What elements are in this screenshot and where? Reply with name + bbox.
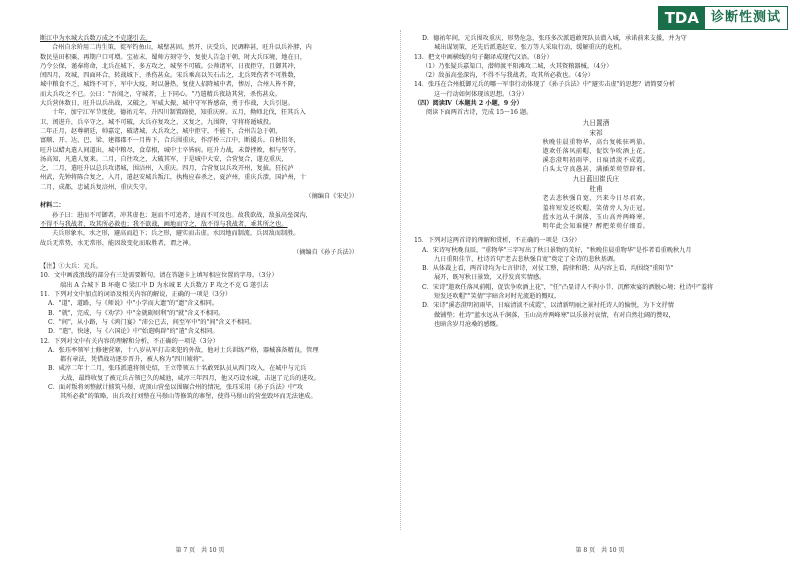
source-sunzi: （摘编自《孙子兵法》）: [293, 248, 358, 256]
material2-line: 孙子曰：进而不可御者，冲其虚也；退而不可追者，速而不可及也。故我欲战，敌虽高垒深沟，: [52, 211, 312, 219]
q12d-line: 城出谋划策，还先后派遣赵安、张万等人采取行动，缓解重庆的危机。: [434, 44, 626, 52]
footer-page-8: 第 8 页 共 10 页: [575, 547, 625, 554]
material1-line: 数民垦田积粟，再期户口可增。宝祐末，蜀帅方刻守令，复使人告急于朝，时大兵压境，地在日，: [40, 53, 307, 61]
question-12-option-d: [414, 34, 778, 53]
poem1-body: [414, 138, 778, 175]
q11-line: A．"道"，道路，与《师说》中"小学而大遗"的"遗"含义相同。: [48, 300, 219, 308]
q12-line: 其所必救"的策略，出兵攻打刘整在马鬃山等修筑的寨堡，使得马鬃山的营垒毁坏而无法建成。: [60, 393, 317, 401]
badge-label: 诊断性测试: [710, 10, 781, 25]
q15-line: 也暗含岁月沧桑的感慨。: [434, 320, 503, 328]
q15-line: 15．下列对这两首诗的理解和赏析，不正确的一项是（3分）: [414, 237, 581, 245]
material1-line: 而大兵攻之不已。公曰："吾闻之，守城者，上下同心。"乃遣精兵夜劫其营，杀伤甚众。: [40, 90, 281, 98]
badge-tda: TDA: [659, 7, 705, 29]
material1-line: 二月，成都，忠诚兵复涪州，重庆失守。: [40, 183, 152, 191]
poem2-author: 杜甫: [589, 185, 603, 194]
q12-line: C．面对叛将刘整献计掳筑马鬃、虎顶山营垒以围碾合州的情况，张珏采用《孙子兵法》中"攻: [48, 383, 304, 391]
poem-line: 白头太守真愚甚，满插茱萸望辟邪。: [542, 166, 650, 174]
material2-line: 故兵无常势，水无常形，能因敌变化而取胜者，谓之神。: [40, 239, 195, 247]
q14-line: 这一行动如何体现该思想。（3分）: [434, 90, 528, 98]
q14-line: 14．张珏在合州抵御元兵的哪一军事行动体现了《孙子兵法》中"避实击虚"的思想？请简要分析: [414, 81, 676, 89]
q12d-line: D．德祐年间，元兵围攻重庆，形势危急，张珏多次派遣敢死队员潜入城，承诺前来支援，并为守: [422, 35, 687, 42]
source-songshi: （摘编自《宋史》）: [305, 193, 358, 201]
poem1-title: 九日置酒: [582, 118, 610, 127]
q12-line: 12．下列对文中有关内容的理解和分析，不正确的一项是（3分）: [40, 337, 219, 345]
q12-line: 都有章法，凭借战功逐步晋升，被人称为"四川虓将"。: [60, 356, 209, 364]
material1-line: 十年，加宁江军节度使，德祐元年，升四川制置副使，知重庆府。五月，拗师北伐，狂其兵入: [52, 109, 306, 117]
q15-line: 九日重阳佳节，杜诗首句"老去悲秋强自宽"奠定了全诗的悲秋基调。: [434, 255, 620, 263]
material2-line: 不得不与我战者，攻其所必救也；我不欲战，画地而守之，敌不得与我战者，乖其所之也。: [40, 220, 288, 228]
poem-line: 明年此会知谁健？醉把茱萸仔细看。: [542, 223, 650, 231]
reading-4-intro: 阅读下面两首古诗，完成 15～16 题。: [426, 109, 533, 117]
material1-line: 闰四月，攻城，四面环合，转战城下，杀伤甚众。宋兵乘高以矢石击之，北兵死伤者不可胜数，: [40, 72, 300, 80]
poem-line: 溪态澄明初雨毕，日痕清淡不成霞。: [542, 157, 650, 165]
poem-line: 遨欢任落风前帽，促饮争吹酒上花。: [542, 147, 650, 155]
q11-line: C．"间"，从小路，与《鸿门宴》"沛公已去，间至军中"的"间"含义不相同。: [48, 318, 256, 326]
q10-line: 端出 A 合城下 B 坏砲 C 梁江中 D 为水城 E 大兵数万 F 攻之不克 G 遂引去: [60, 281, 269, 289]
question-10: [40, 271, 388, 290]
q12-line: B．咸淳二年十二月，张珏派遣将领史炤，王立带领五十名敢死队员从西门攻入，在城中与元兵: [48, 365, 307, 373]
material2-line: 夫兵形象水，水之形，避高而趋下；兵之形，避实而击虚。水因地而制流，兵因敌而制胜。: [52, 230, 300, 238]
poem-line: 蓝水远从千涧落，玉山高并两峰寒。: [542, 213, 650, 221]
q11-line: B．"就"，完成，与《劝学》中"金就砺则利"的"就"含义不相同。: [48, 309, 225, 317]
q11-line: 11．下列对文中加点的词语及相关内容的解说，正确的一项是（3分）: [40, 291, 232, 299]
right-page: [400, 0, 800, 562]
q12-line: 大战，最终收复了被元兵占领已久的城池，咸淳三年四月，他又巧设水城，击退了元兵的进攻。: [60, 374, 320, 382]
poem1-author: 宋祁: [589, 128, 603, 137]
annotation-note: 【注】①大兵：元兵。: [40, 263, 102, 271]
material1-line: 二年正月，赵尊朝廷，帅嘉定，破诸城，大兵攻之，城中拒守，不能下，合州告急于朝，: [40, 127, 282, 135]
poem-line: 秋晚佳晨重物华，高台复帐驻鸣笳。: [542, 138, 650, 146]
reading-4-title: （四）阅读Ⅳ（本题共 2 小题，9 分）: [414, 100, 523, 108]
question-14: [414, 80, 778, 99]
q15-line: 做铺垫；杜诗"蓝水远从千涧落，玉山高并两峰寒"以乐景衬哀情，有对自然壮阔的赞叹，: [434, 311, 675, 319]
material1-line: 合州自余玠用二冉生策，徙军钓鱼山，城壁甚固。然开、庆受兵，民调粹甚，旺升以兵补脖，内: [52, 44, 312, 52]
q15-line: D．宋诗"溪态澄明初雨毕，日痕清淡不成霞"，以清新明丽之景衬托诗人的愉悦，为下文抒情: [422, 302, 674, 310]
q15-line: B．从体裁上看，两首诗均为七言律诗，对仗工整，韵律和谐；从内容上看，均围绕"重阳节": [422, 265, 674, 273]
q15-line: 展开，既写秋日景致，又抒发真实情感。: [434, 274, 546, 282]
material1-line: 卫，闰进升，兵卒守之，城不可破，大兵亦复攻之，又复之，九围降，守将将遁城投。: [40, 118, 276, 126]
question-13: [414, 53, 778, 81]
material1-line: 断江中为水城大兵数万成之不克遂引去。: [40, 35, 152, 42]
material1-line: 城中粮食不乏，城终不可下，军中大疫，时以暑热，复使人招降城中者，惨厉，合州人皆不降，: [40, 81, 300, 89]
q12-line: A．张珏率领军士修建营寨，十八岁从军打击来犯的外敌，他对士兵训练严格，器械准备精良，管理: [48, 346, 319, 354]
material2-title: 材料二：: [40, 202, 65, 210]
q15-line: 短发还吹帽""笑倩"字暗含对时光流逝的慨叹。: [434, 293, 561, 301]
poem2-title: 九日蓝田崔氏庄: [572, 175, 620, 184]
material1-line: 汤高知，凡遣人复来。二月，自往攻之，大破其军，于是城中大安，合营复合，遂克重庆，: [40, 155, 288, 163]
poem2-body: [414, 194, 778, 231]
material1-line: 之，二月，遣旺升以总兵攻诸城，围涪州，入重庆。四月，合营复以兵攻开州，复拔。狂抗泸: [40, 165, 294, 173]
question-15: [414, 236, 778, 329]
q15-line: C．宋诗"遨欢任落风前帽，促饮争吹酒上花"，"任"凸显诗人不拘小节、沉醉欢宴的洒脱心境；杜诗中"羞将: [422, 283, 714, 291]
q13-line: 13．把文中画横线的句子翻译成现代汉语。（8分）: [414, 53, 553, 61]
q15-line: A．宋诗写秋晚良辰，"重物华"三字写出了秋日景物的美好，"秋晚佳晨重物华"是作者看重晚秋九月: [422, 246, 692, 254]
poem-line: 羞将短发还吹帽，笑倩旁人为正冠。: [542, 204, 650, 212]
material1-text: [40, 34, 388, 192]
q13-line: （1）乃张疑兵嘉渠口，潜师渡平阳滩攻二城，火其资粮器械。（4分）: [422, 62, 613, 70]
material1-line: 富顺、开、达、巴、梁、建都郡不一月皆下，合兵围重庆，作浮桥三江中，断援兵。自秋徂冬，: [40, 137, 300, 145]
q10-line: 10．文中画波浪线的部分有三处需要断句，请在答题卡上填写相应位置的字母。（3分）: [40, 272, 278, 280]
material1-line: 旺升以蜡丸遣人间道出，城中粮尽，食草根，城中士卒皆病。旺升力战，未曾挫败，相与坚守。: [40, 146, 300, 154]
poem-line: 老去悲秋强自宽，兴来今日尽君欢。: [542, 195, 650, 203]
q11-line: D．"遣"，快速，与《六国论》中"始遣购辟"的"遣"含义相同。: [48, 328, 219, 336]
material1-line: 乃令公保，谨奉将命，北兵在城下，多方攻之，城坚不可破。公帅诸军，日夜拒守，且御其冲，: [40, 62, 300, 70]
question-11: [40, 290, 388, 336]
material1-line: 州武，先钟将陈合复之，入月，遣赵安城兵叛江，执梅应春杀之，夏泸州，重庆兵溃，国泸州，十: [40, 174, 307, 182]
q13-line: （2）敌虽高垒深沟，不得不与我战者，攻其所必救也。（4分）: [422, 72, 594, 80]
footer-page-7: 第 7 页 共 10 页: [175, 547, 225, 554]
question-12: [40, 337, 388, 402]
material1-line: 大兵营休数日，旺升以兵出战，又破之。军威大振，城中守军皆感奋，勇于作战，大兵引退。: [40, 100, 294, 108]
material2-text: [40, 211, 388, 248]
